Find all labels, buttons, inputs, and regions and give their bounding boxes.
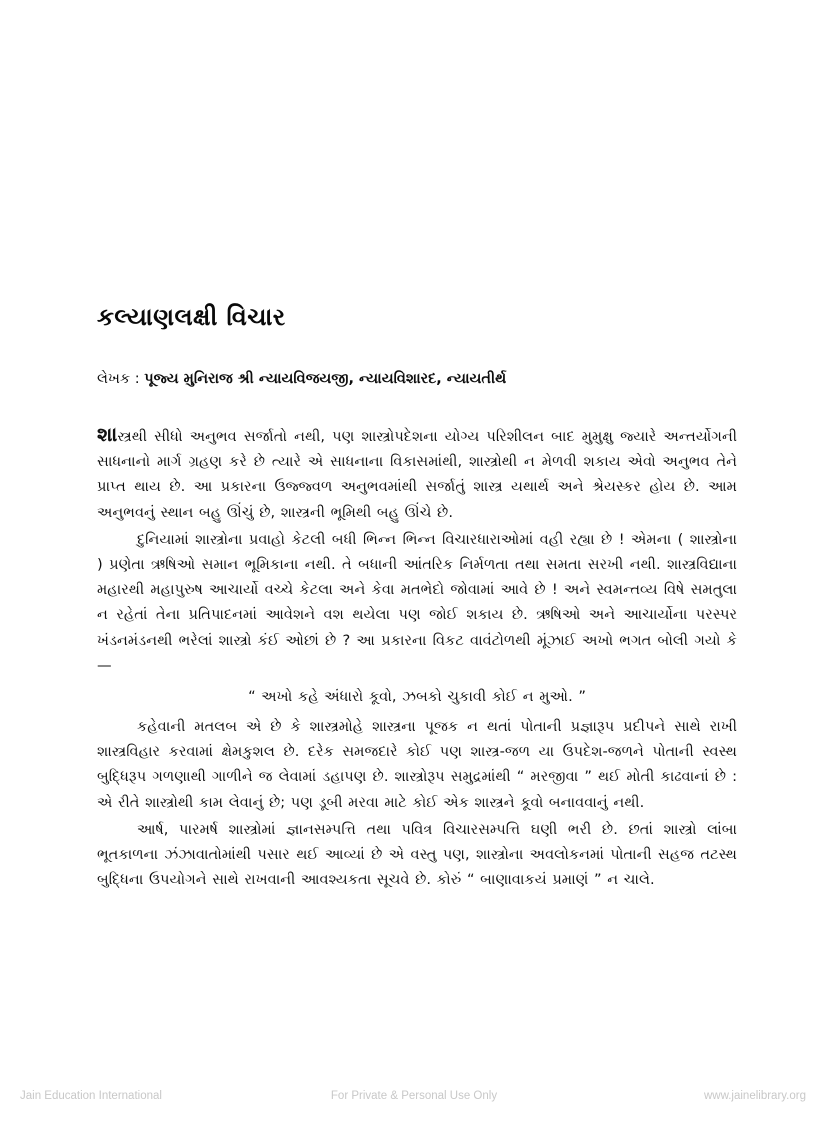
footer-website-link[interactable]: www.jainelibrary.org xyxy=(703,1090,806,1102)
paragraph-1 xyxy=(97,424,737,525)
article-body xyxy=(97,300,737,894)
page-title: કલ્યાણલક્ષી વિચાર xyxy=(97,303,286,331)
page-footer xyxy=(0,1090,828,1108)
footer-usage-notice: For Private & Personal Use Only xyxy=(330,1090,498,1102)
paragraph-3: કહેવાની મતલબ એ છે કે શાસ્ત્રમોહે શાસ્ત્રના પૂજક ન થતાં પોતાની પ્રજ્ઞારૂપ પ્રદીપને સાથે રાખી શાસ્ત્રવિહાર કરવામાં ક્ષેમકુશલ છે. દરેક સમજદારે કોઈ પણ શાસ્ત્ર-જળ યા ઉપદેશ-જળને પોતાની સ્વસ્થ બુદ્ધિરૂપ ગળણાથી ગાળીને જ લેવામાં ડહાપણ છે. શાસ્ત્રોરૂપ સમુદ્રમાંથી “ મરજીવા ” થઈ મોતી કાઢવાનાં છે : એ રીતે શાસ્ત્રોથી કામ લેવાનું છે; પણ ડૂબી મરવા માટે કોઈ એક શાસ્ત્રને કૂવો બનાવવાનું નથી. xyxy=(97,718,737,811)
footer-organization: Jain Education International xyxy=(20,1090,162,1102)
paragraph-1-text: સ્ત્રથી સીધો અનુભવ સર્જાતો નથી, પણ શાસ્ત્રોપદેશના યોગ્ય પરિશીલન બાદ મુમુક્ષુ જ્યારે અન્તર્યોગની સાધનાનો માર્ગ ગ્રહણ કરે છે ત્યારે એ સાધનાના વિકાસમાંથી, શાસ્ત્રોથી ન મેળવી શકાય એવો અનુભવ તેને પ્રાપ્ત થાય છે. આ પ્રકારના ઉજ્જ્વળ અનુભવમાંથી સર્જાતું શાસ્ત્ર યથાર્થ અને શ્રેયસ્કર હોય છે. આમ અનુભવનું સ્થાન બહુ ઊંચું છે, શાસ્ત્રની ભૂમિથી બહુ ઊંચે છે. xyxy=(97,428,737,521)
article-text xyxy=(97,424,737,892)
paragraph-4: આર્ષ, પારમર્ષ શાસ્ત્રોમાં જ્ઞાનસમ્પત્તિ તથા પવિત્ર વિચારસમ્પત્તિ ઘણી ભરી છે. છતાં શાસ્ત્રો લાંબા ભૂતકાળના ઝંઝાવાતોમાંથી પસાર થઈ આવ્યાં છે એ વસ્તુ પણ, શાસ્ત્રોના અવલોકનમાં પોતાની સહજ તટસ્થ બુદ્ધિના ઉપયોગને સાથે રાખવાની આવશ્યકતા સૂચવે છે. કોરું “ બાણાવાકયં પ્રમાણં ” ન ચાલે. xyxy=(97,820,737,889)
byline-author-names: પૂજ્ય મુનિરાજ શ્રી ન્યાયવિજયજી, ન્યાયવિશારદ, ન્યાયતીર્થ xyxy=(144,371,507,387)
lead-character: શા xyxy=(97,422,118,446)
byline xyxy=(97,368,737,390)
paragraph-2: દુનિયામાં શાસ્ત્રોના પ્રવાહો કેટલી બધી ભિન્ન ભિન્ન વિચારધારાઓમાં વહી રહ્યા છે ! એમના ( શાસ્ત્રોના ) પ્રણેતા ઋષિઓ સમાન ભૂમિકાના નથી. તે બધાની આંતરિક નિર્મળતા તથા સમતા સરખી નથી. શાસ્ત્રવિદ્યાના મહારથી મહાપુરુષ આચાર્યો વચ્ચે કેટલા અને કેવા મતભેદો જોવામાં આવે છે ! અને સ્વમન્તવ્ય વિષે સમતુલા ન રહેતાં તેના પ્રતિપાદનમાં આવેશને વશ થયેલા પણ જોઈ શકાય છે. ઋષિઓ અને આચાર્યોના પરસ્પર ખંડનમંડનથી ભરેલાં શાસ્ત્રો કંઈ ઓછાં છે ? આ પ્રકારના વિકટ વાવંટોળથી મૂંઝાઈ અખો ભગત બોલી ગયો કે— xyxy=(97,530,737,674)
byline-label: લેખક : xyxy=(97,371,145,387)
quoted-verse: “ અખો કહે અંધારો કૂવો, ઝબકો ચુકાવી કોઈ ન મુઓ. ” xyxy=(248,688,586,706)
